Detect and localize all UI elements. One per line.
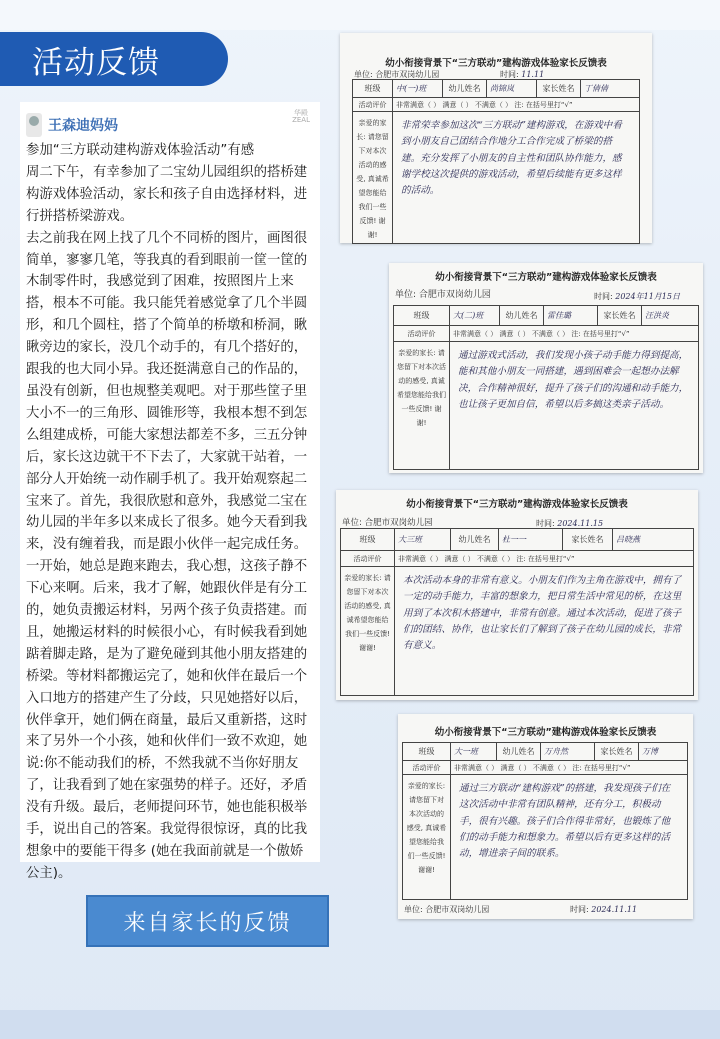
- date-value: 2024.11.15: [557, 519, 604, 528]
- form-side-note: 亲爱的家长: 请您留下对本次活动的感受, 真诚希望您能给我们一些反馈! 谢谢!: [353, 112, 393, 244]
- parent-comment: 非常荣幸参加这次“三方联动”建构游戏，在游戏中看到小朋友自己团结合作地分工合作完成了桥梁的搭建。充分发挥了小朋友的自主性和团队协作能力，感谢学校这次提供的游戏活动，希望后续能有更多这样的活动。: [393, 112, 640, 244]
- background-stripe-bottom: [0, 1010, 720, 1039]
- eval-options: 非常满意（ ） 满意（ ） 不满意（ ） 注: 在括号里打“√”: [451, 761, 688, 775]
- child-label: 幼儿姓名: [497, 743, 541, 761]
- date-label: 时间:: [500, 70, 519, 79]
- eval-label: 活动评价: [353, 98, 393, 112]
- form-side-note: 亲爱的家长: 请您留下对本次活动的感受, 真诚希望您能给我们一些反馈! 谢谢!: [403, 775, 451, 900]
- form-unit: 单位: 合肥市双岗幼儿园: [395, 290, 491, 300]
- form-unit: 单位: 合肥市双岗幼儿园: [342, 518, 433, 528]
- child-value: 杜一一: [499, 529, 563, 551]
- form-table: [352, 79, 640, 244]
- parent-comment: 通过游戏式活动，我们发现小孩子动手能力得到提高，能和其他小朋友一同搭建，遇到困难会一起想办法解决，合作精神很好，提升了孩子们的沟通和动手能力，也让孩子更加自信，希望以后多搞这类亲子活动。: [450, 342, 699, 470]
- post-author: 王森迪妈妈: [48, 118, 118, 134]
- date-label: 时间:: [570, 905, 589, 914]
- eval-label: 活动评价: [341, 551, 395, 567]
- child-value: 雷佳璐: [544, 306, 598, 326]
- parent-value: 丁倩倩: [581, 80, 640, 98]
- eval-label: 活动评价: [394, 326, 450, 342]
- form-title: 幼小衔接背景下“三方联动”建构游戏体验家长反馈表: [385, 58, 607, 69]
- form-date: [570, 904, 637, 915]
- child-value: 万舟然: [541, 743, 595, 761]
- parent-value: 万博: [639, 743, 688, 761]
- date-label: 时间:: [594, 292, 613, 301]
- eval-options: 非常满意（ ） 满意（ ） 不满意（ ） 注: 在括号里打“√”: [450, 326, 699, 342]
- form-table: [402, 742, 688, 900]
- form-unit: 单位: 合肥市双岗幼儿园: [354, 70, 440, 79]
- date-label: 时间:: [536, 519, 555, 528]
- class-value: 中(一)班: [393, 80, 443, 98]
- badge-bottom-text: ZEAL: [292, 116, 310, 124]
- date-value: 2024.11.11: [591, 905, 638, 914]
- parent-value: 汪洪炎: [642, 306, 699, 326]
- class-value: 大(二)班: [450, 306, 500, 326]
- parent-label: 家长姓名: [563, 529, 613, 551]
- page-title: 活动反馈: [0, 32, 228, 86]
- child-label: 幼儿姓名: [500, 306, 544, 326]
- class-label: 班级: [353, 80, 393, 98]
- background-stripe-top: [0, 0, 720, 30]
- parent-label: 家长姓名: [537, 80, 581, 98]
- form-side-note: 亲爱的家长: 请您留下对本次活动的感受, 真诚希望您能给我们一些反馈! 谢谢!: [341, 567, 395, 696]
- class-value: 大一班: [451, 743, 497, 761]
- parent-feedback-button[interactable]: 来自家长的反馈: [86, 895, 329, 947]
- parent-comment: 通过三方联动“建构游戏”的搭建，我发现孩子们在这次活动中非常有团队精神，还有分工，积极动手，很有兴趣。孩子们合作得非常好，也锻炼了他们的动手能力和想象力。希望以后有更多这样的活动，增进亲子间的联系。: [451, 775, 688, 900]
- eval-label: 活动评价: [403, 761, 451, 775]
- class-label: 班级: [394, 306, 450, 326]
- form-date: [594, 291, 680, 302]
- form-title: 幼小衔接背景下“三方联动”建构游戏体验家长反馈表: [435, 272, 657, 283]
- form-side-note: 亲爱的家长: 请您留下对本次活动的感受, 真诚希望您能给我们一些反馈! 谢谢!: [394, 342, 450, 470]
- child-value: 尚锦岚: [487, 80, 537, 98]
- date-value: 11.11: [521, 70, 545, 79]
- parent-post-card: [20, 102, 320, 881]
- eval-options: 非常满意（ ） 满意（ ） 不满意（ ） 注: 在括号里打“√”: [395, 551, 694, 567]
- child-label: 幼儿姓名: [443, 80, 487, 98]
- feedback-form-1: [340, 33, 652, 243]
- parent-value: 吕晓燕: [613, 529, 694, 551]
- eval-options: 非常满意（ ） 满意（ ） 不满意（ ） 注: 在括号里打“√”: [393, 98, 640, 112]
- form-table: [393, 305, 699, 470]
- child-label: 幼儿姓名: [451, 529, 499, 551]
- form-table: [340, 528, 694, 696]
- class-label: 班级: [403, 743, 451, 761]
- form-title: 幼小衔接背景下“三方联动”建构游戏体验家长反馈表: [434, 727, 657, 738]
- feedback-form-3: [336, 490, 698, 700]
- brand-badge: [292, 110, 310, 124]
- class-label: 班级: [341, 529, 395, 551]
- post-header: [38, 106, 312, 144]
- badge-top-text: 华殿: [294, 109, 309, 117]
- date-value: 2024年11月15日: [615, 292, 680, 301]
- parent-label: 家长姓名: [598, 306, 642, 326]
- feedback-form-4: [398, 714, 693, 919]
- post-body: 参加“三方联动建构游戏体验活动”有感 周二下午，有幸参加了二宝幼儿园组织的搭桥建构游戏体验活动，家长和孩子自由选择材料，进行拼搭桥梁游戏。 去之前我在网上找了几个不同桥的图片，画图很简单，寥寥几笔，等我真的看到眼前一筐一筐的木制零件时，我感觉到了困难，按照图片上来搭，根本不可能。我只能凭着感觉拿了几个半圆形，和几个圆柱，搭了个简单的桥墩和桥洞，瞅瞅旁边的家长，没几个动手的，有几个搭好的，跟我的也大同小异。我还挺满意自己的作品的，虽没有创新，但也规整美观吧。对于那些筐子里大小不一的三角形、圆锥形等，我根本想不到怎么组建成桥，可能大家想法都差不多，三五分钟后，家长这边就干不下去了，大家就干站着，一部分人开始统一动作刷手机了。我开始观察起二宝来了。首先，我很欣慰和意外，我感觉二宝在幼儿园的半年多以来成长了很多。她今天看到我来，没有缠着我，而是跟小伙伴一起完成任务。一开始，她总是跑来跑去，我心想，这孩子静不下心来啊。后来，我才了解，她跟伙伴是有分工的，她负责搬运材料，另两个孩子负责搭建。而且，她搬运材料的时候很小心，有时候我看到她踮着脚走路，是为了避免碰到其他小朋友搭建的桥梁。等材料都搬运完了，她和伙伴在最后一个入口地方的搭建产生了分歧，只见她搭好以后，伙伴拿开，她们俩在商量，最后又重新搭，这时来了另外一个小孩，她和伙伴们一致不欢迎，她说:你不能动我们的桥，不然我就不当你好朋友了，让我看到了她在家强势的样子。还好，矛盾没有升级。最后，老师提问环节，她也能积极举手，说出自己的答案。我觉得很惊讶，真的比我想象中的要能干得多 (她在我面前就是一个傲娇公主)。: [26, 143, 308, 881]
- avatar: [26, 113, 42, 137]
- form-unit: 单位: 合肥市双岗幼儿园: [404, 905, 490, 914]
- form-title: 幼小衔接背景下“三方联动”建构游戏体验家长反馈表: [406, 499, 628, 510]
- feedback-form-2: [389, 263, 703, 473]
- class-value: 大三班: [395, 529, 451, 551]
- parent-label: 家长姓名: [595, 743, 639, 761]
- parent-comment: 本次活动本身的非常有意义。小朋友们作为主角在游戏中，拥有了一定的动手能力，丰富的想象力，把日常生活中常见的桥，在这里用到了本次积木搭建中，非常有创意。通过本次活动，促进了孩子们的团结、协作，也让家长们了解到了孩子在幼儿园的成长，非常有意义。: [395, 567, 694, 696]
